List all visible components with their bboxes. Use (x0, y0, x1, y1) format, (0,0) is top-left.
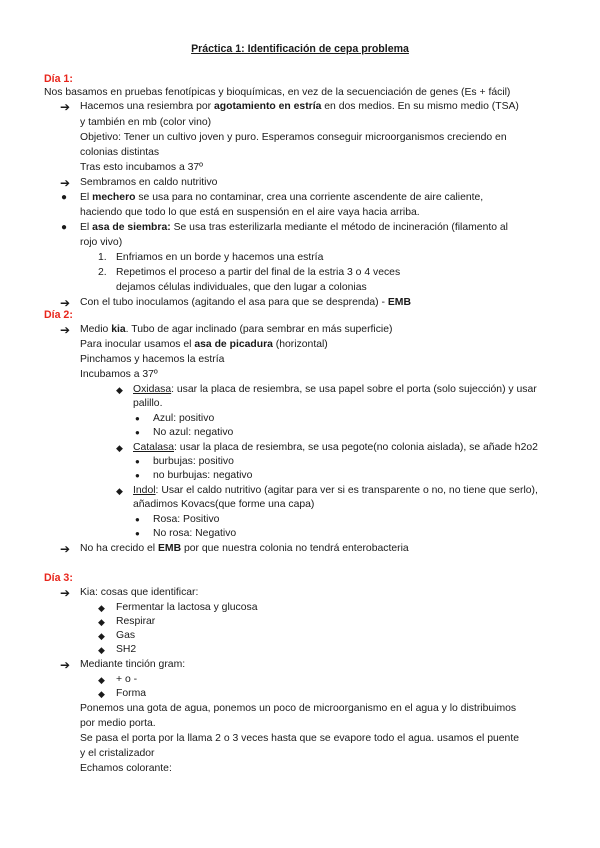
bullet-icon: ● (135, 457, 140, 466)
dia2-oxidasa-negativo: No azul: negativo (153, 427, 234, 438)
dia1-item-inoculamos: Con el tubo inoculamos (agitando el asa para que se desprenda) - EMB (80, 297, 411, 308)
dia2-indol-line2: añadimos Kovacs(que forme una capa) (133, 499, 315, 510)
dia3-gram-forma: Forma (116, 688, 147, 699)
dia3-paragraph-colorante: Echamos colorante: (80, 763, 172, 774)
dia2-indol-positivo: Rosa: Positivo (153, 514, 220, 525)
dia3-kia-gas: Gas (116, 630, 136, 641)
step-number: 1. (98, 252, 107, 263)
dia1-item-asa: El asa de siembra: Se usa tras esterilizarla mediante el método de incineración (filamento al (80, 222, 508, 233)
dia2-item-kia: Medio kia. Tubo de agar inclinado (para sembrar en más superficie) (80, 324, 393, 335)
dia3-kia-respirar: Respirar (116, 616, 156, 627)
arrow-icon: ➔ (60, 586, 71, 600)
dia3-paragraph-llama-line2: y el cristalizador (80, 748, 155, 759)
diamond-icon: ◆ (98, 603, 105, 613)
dia1-step2-line2: dejamos células individuales, que den lugar a colonias (116, 282, 367, 293)
arrow-icon: ➔ (60, 323, 71, 337)
page-title: Práctica 1: Identificación de cepa problema (191, 43, 409, 55)
bullet-icon: ● (135, 471, 140, 480)
bullet-icon: ● (61, 222, 68, 233)
diamond-icon: ◆ (98, 645, 105, 655)
dia1-step2: Repetimos el proceso a partir del final de la estria 3 o 4 veces (116, 267, 401, 278)
dia1-intro: Nos basamos en pruebas fenotípicas y bioquímicas, en vez de la secuenciación de genes (Es + fácil) (44, 87, 511, 98)
arrow-icon: ➔ (60, 176, 71, 190)
dia2-item-emb: No ha crecido el EMB por que nuestra colonia no tendrá enterobacteria (80, 543, 409, 554)
dia1-heading: Día 1: (44, 73, 73, 85)
dia2-catalasa-negativo: no burbujas: negativo (153, 470, 253, 481)
dia2-heading: Día 2: (44, 309, 73, 321)
bullet-icon: ● (135, 529, 140, 538)
dia3-kia-fermentar: Fermentar la lactosa y glucosa (116, 602, 258, 613)
arrow-icon: ➔ (60, 658, 71, 672)
arrow-icon: ➔ (60, 100, 71, 114)
step-number: 2. (98, 267, 107, 278)
dia2-indol: Indol: Usar el caldo nutritivo (agitar para ver si es transparente o no, no tiene que serlo), (133, 485, 538, 496)
dia1-item-objetivo-line2: colonias distintas (80, 147, 160, 158)
diamond-icon: ◆ (98, 675, 105, 685)
dia2-catalasa-positivo: burbujas: positivo (153, 456, 234, 467)
dia3-paragraph-gota: Ponemos una gota de agua, ponemos un poco de microorganismo en el agua y lo distribuimos (80, 703, 517, 714)
dia3-item-gram: Mediante tinción gram: (80, 659, 186, 670)
dia1-item-resiembra-line2: y también en mb (color vino) (80, 117, 212, 128)
dia2-item-incubamos: Incubamos a 37º (80, 369, 158, 380)
arrow-icon: ➔ (60, 542, 71, 556)
dia1-item-mechero-line2: haciendo que todo lo que está en suspensión en el aire vaya hacia arriba. (80, 207, 420, 218)
diamond-icon: ◆ (98, 689, 105, 699)
diamond-icon: ◆ (98, 631, 105, 641)
dia3-paragraph-llama: Se pasa el porta por la llama 2 o 3 veces hasta que se evapore todo el agua. usamos el puente (80, 733, 520, 744)
bullet-icon: ● (61, 192, 68, 203)
dia2-oxidasa: Oxidasa: usar la placa de resiembra, se usa papel sobre el porta (solo sujección) y usar (133, 384, 537, 395)
dia3-kia-sh2: SH2 (116, 644, 137, 655)
dia1-item-resiembra: Hacemos una resiembra por agotamiento en estría en dos medios. En su mismo medio (TSA) (80, 101, 519, 112)
dia1-item-mechero: El mechero se usa para no contaminar, crea una corriente ascendente de aire caliente, (80, 192, 484, 203)
bullet-icon: ● (135, 515, 140, 524)
dia1-item-caldo: Sembramos en caldo nutritivo (80, 177, 218, 188)
diamond-icon: ◆ (116, 486, 123, 496)
diamond-icon: ◆ (98, 617, 105, 627)
dia2-oxidasa-positivo: Azul: positivo (153, 413, 215, 424)
bullet-icon: ● (135, 428, 140, 437)
dia3-gram-signo: + o - (116, 674, 138, 685)
dia3-paragraph-gota-line2: por medio porta. (80, 718, 156, 729)
dia2-indol-negativo: No rosa: Negativo (153, 528, 237, 539)
dia3-heading: Día 3: (44, 572, 73, 584)
arrow-icon: ➔ (60, 296, 71, 310)
dia2-catalasa: Catalasa: usar la placa de resiembra, se usa pegote(no colonia aislada), se añade h2o2 (133, 442, 538, 453)
dia2-oxidasa-line2: palillo. (133, 398, 163, 409)
dia1-item-incubamos: Tras esto incubamos a 37º (80, 162, 203, 173)
dia2-item-inocular: Para inocular usamos el asa de picadura (horizontal) (80, 339, 328, 350)
diamond-icon: ◆ (116, 385, 123, 395)
dia3-item-kia: Kia: cosas que identificar: (80, 587, 199, 598)
dia1-item-objetivo: Objetivo: Tener un cultivo joven y puro. Esperamos conseguir microorganismos creciendo en (80, 132, 507, 143)
dia1-item-asa-line2: rojo vivo) (80, 237, 123, 248)
bullet-icon: ● (135, 414, 140, 423)
dia1-step1: Enfriamos en un borde y hacemos una estría (116, 252, 324, 263)
dia2-item-pinchamos: Pinchamos y hacemos la estría (80, 354, 225, 365)
diamond-icon: ◆ (116, 443, 123, 453)
